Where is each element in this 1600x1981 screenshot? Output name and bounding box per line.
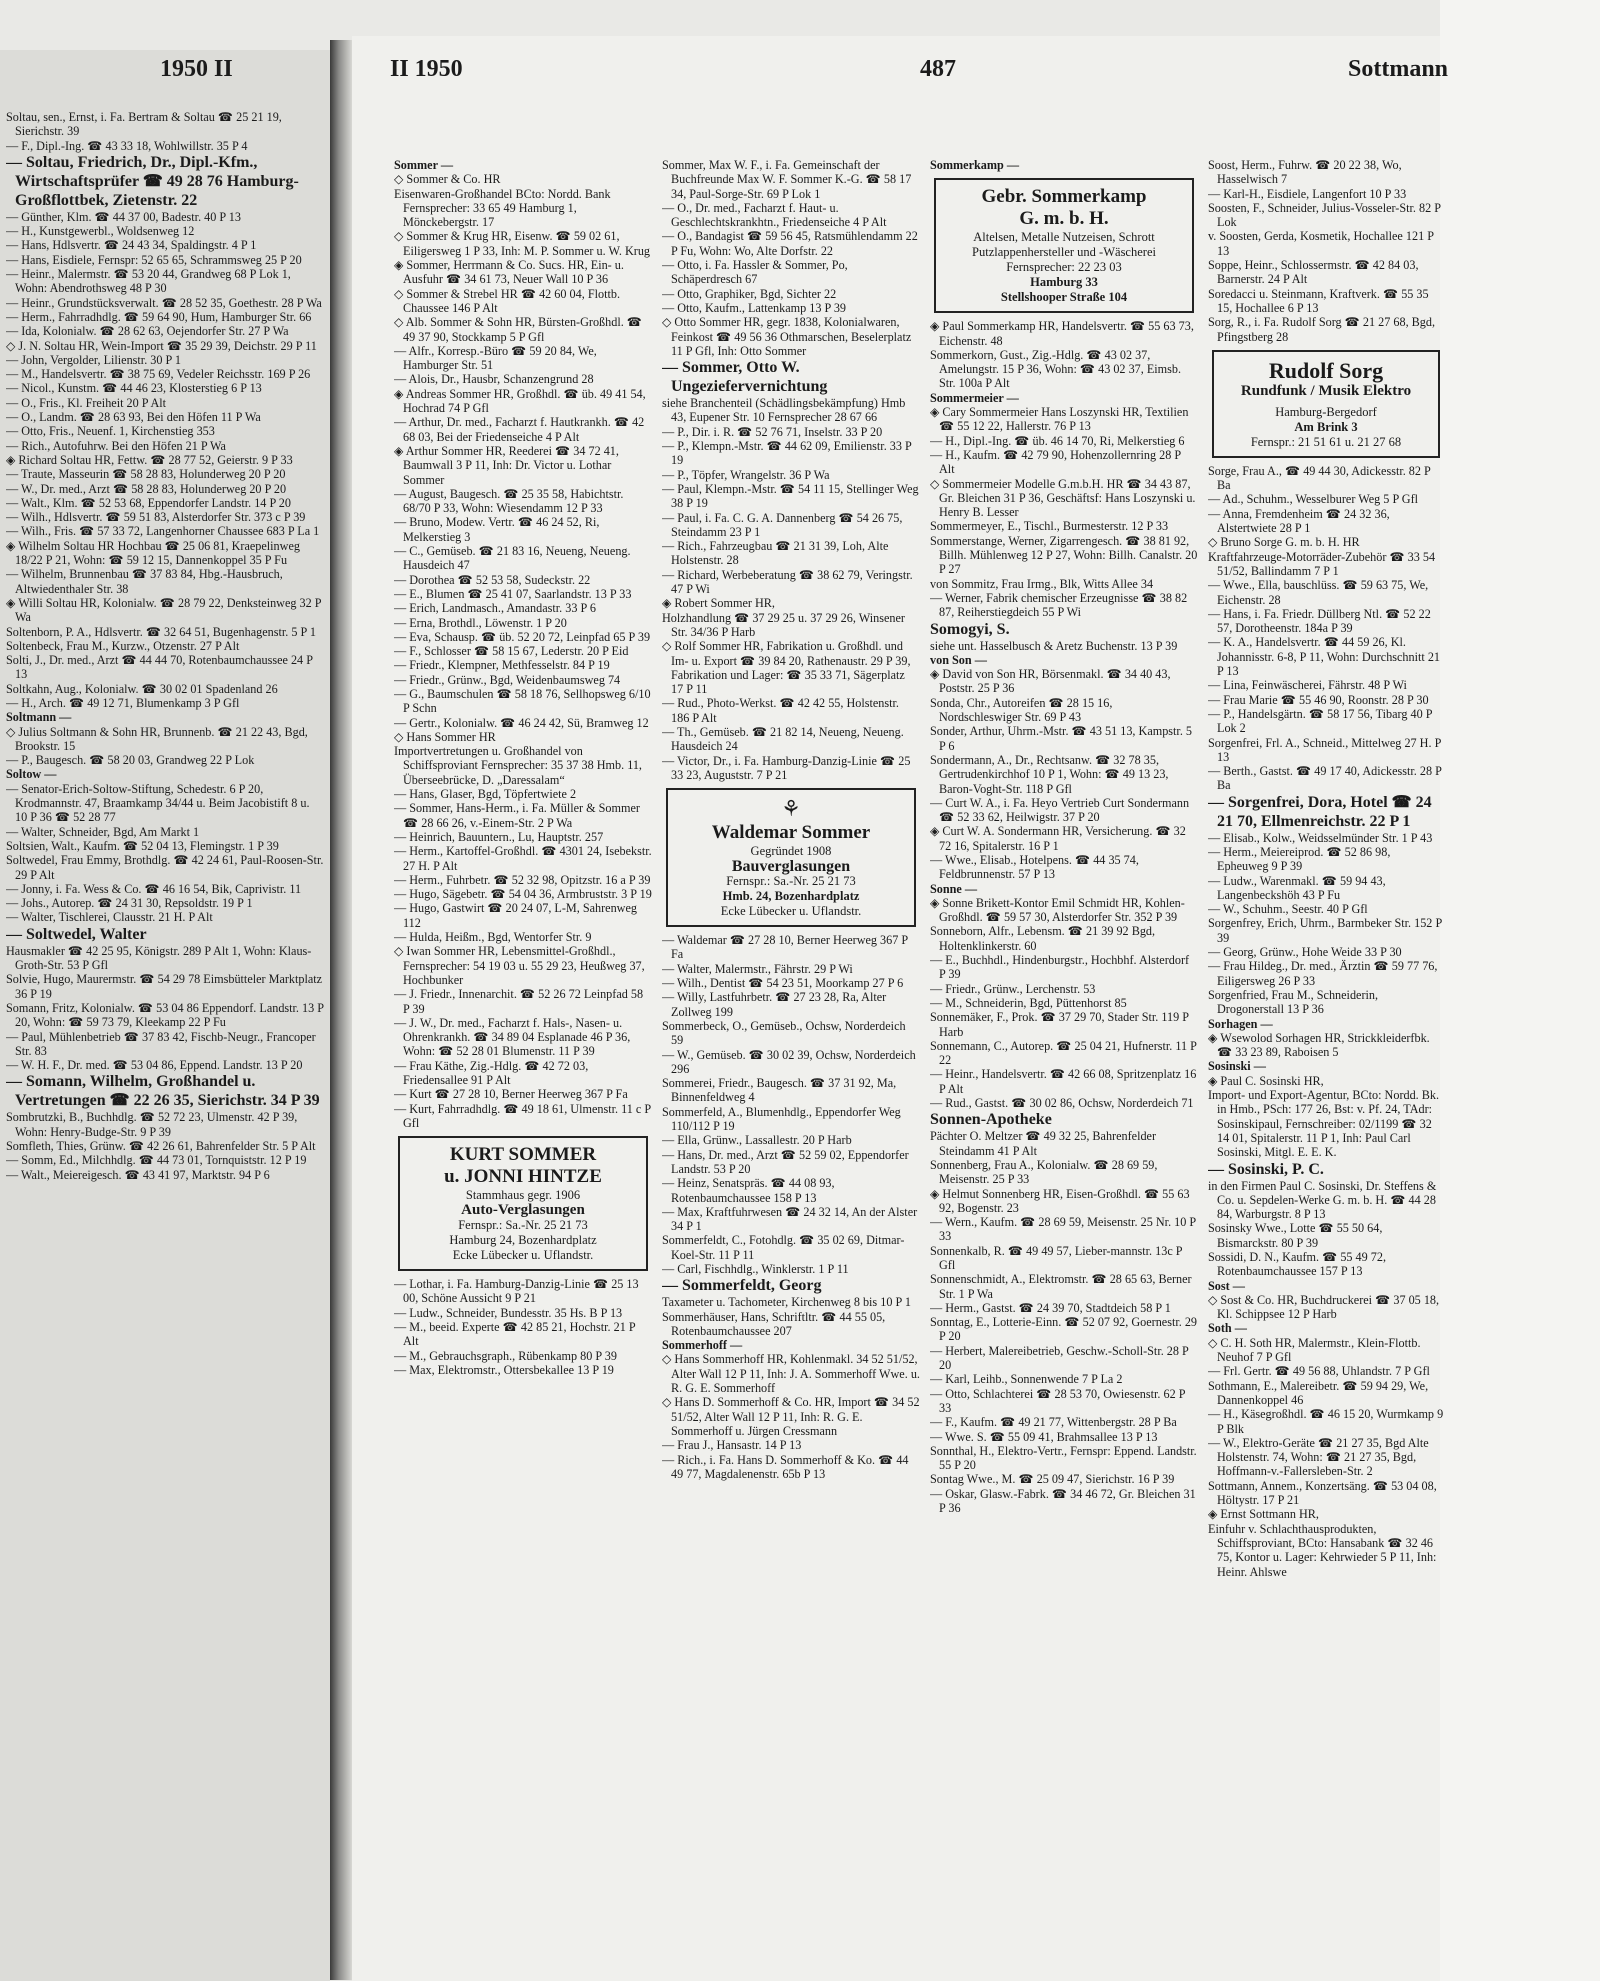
directory-entry: — F., Kaufm. ☎ 49 21 77, Wittenbergstr. 28 P Ba [930, 1415, 1177, 1430]
directory-entry: — Nicol., Kunstm. ☎ 44 46 23, Klosterstieg 6 P 13 [6, 381, 262, 396]
directory-entry: — Willy, Lastfuhrbetr. ☎ 27 23 28, Ra, Alter Zollweg 199 [662, 990, 887, 1019]
directory-entry: — Somm, Ed., Milchhdlg. ☎ 44 73 01, Tornquiststr. 12 P 19 [6, 1153, 307, 1168]
directory-entry: — Anna, Fremdenheim ☎ 24 32 36, Alstertwiete 28 P 1 [1208, 506, 1390, 536]
directory-entry: Soltsien, Walt., Kaufm. ☎ 52 04 13, Flemingstr. 1 P 39 [6, 838, 279, 853]
directory-entry: — Elisab., Kolw., Weidsselmünder Str. 1 P 43 [1208, 830, 1433, 845]
directory-entry: — O., Dr. med., Facharzt f. Haut- u. Geschlechtskrankhtn., Friedenseiche 4 P Alt [662, 200, 887, 230]
directory-entry: Sosinski — [1208, 1059, 1266, 1074]
directory-entry: Soltow — [6, 767, 57, 782]
directory-entry: Sonda, Chr., Autoreifen ☎ 28 15 16, Nordschleswiger Str. 69 P 43 [930, 695, 1113, 725]
directory-entry: — Friedr., Klempner, Methfesselstr. 84 P 19 [394, 658, 610, 673]
directory-entry: Soltau, sen., Ernst, i. Fa. Bertram & Soltau ☎ 25 21 19, Sierichstr. 39 [6, 110, 282, 139]
directory-entry: in den Firmen Paul C. Sosinski, Dr. Steffens & Co. u. Sepdelen-Werke G. m. b. H. ☎ 44 28 84, Warburgstr. 8 P 13 [1208, 1178, 1437, 1222]
directory-entry: — F., Dipl.-Ing. ☎ 43 33 18, Wohlwillstr. 35 P 4 [6, 138, 248, 153]
directory-entry: — Werner, Fabrik chemischer Erzeugnisse ☎ 38 82 87, Reiherstiegdeich 55 P Wi [930, 590, 1188, 620]
directory-entry: — Frau Käthe, Zig.-Hdlg. ☎ 42 72 03, Friedensallee 91 P Alt [394, 1058, 589, 1087]
directory-entry: — Richard, Werbeberatung ☎ 38 62 79, Veringstr. 47 P Wi [662, 567, 913, 597]
ad-rudolf-sorg [1212, 350, 1440, 458]
directory-entry: — Herm., Fahrradhdlg. ☎ 59 64 90, Hum, Hamburger Str. 66 [6, 309, 312, 324]
directory-entry: ◈ Paul C. Sosinski HR, [1208, 1073, 1324, 1088]
directory-entry: Sonnenkalb, R. ☎ 49 49 57, Lieber-mannstr. 13c P Gfl [930, 1243, 1183, 1272]
directory-entry: — Kurt, Fahrradhdlg. ☎ 49 18 61, Ulmenstr. 11 c P Gfl [394, 1101, 651, 1130]
directory-entry: ◇ Julius Soltmann & Sohn HR, Brunnenb. ☎ 21 22 43, Bgd, Brookstr. 15 [6, 724, 308, 753]
directory-entry: — Senator-Erich-Soltow-Stiftung, Schedestr. 6 P 20, Krodmannstr. 47, Braamkamp 34/44 u. Beim Jacobistift 8 u. 10 P 36 ☎ 52 28 77 [6, 781, 310, 825]
directory-entry: — M., Gebrauchsgraph., Rübenkamp 80 P 39 [394, 1348, 617, 1363]
directory-entry: — H., Dipl.-Ing. ☎ üb. 46 14 70, Ri, Melkerstieg 6 [930, 433, 1185, 448]
directory-entry: Solvie, Hugo, Maurermstr. ☎ 54 29 78 Eimsbütteler Marktplatz 36 P 19 [6, 972, 323, 1001]
glazier-logo-icon: ⚘ [781, 796, 801, 822]
directory-column-2 [662, 158, 920, 1970]
directory-entry: — Alfr., Korresp.-Büro ☎ 59 20 84, We, Hamburger Str. 51 [394, 343, 597, 373]
directory-entry: Import- und Export-Agentur, BCto: Nordd. Bk. in Hmb., PSch: 177 26, Bst: v. Pf. 24, TAdr: Sosinskipaul, Fernschreiber: 02/1199 ☎ 32 14 01, Spitalerstr. 11 P 1, Inh: Paul Carl Sosinski, Mitgl. E. E. K. [1208, 1088, 1440, 1160]
directory-entry: — Rich., Fahrzeugbau ☎ 21 31 39, Loh, Alte Holstenstr. 28 [662, 539, 889, 568]
directory-entry: — Hans, i. Fa. Friedr. Düllberg Ntl. ☎ 52 22 57, Dorotheenstr. 184a P 39 [1208, 606, 1431, 636]
directory-entry: — August, Baugesch. ☎ 25 35 58, Habichtstr. 68/70 P 33, Wohn: Wiesendamm 12 P 33 [394, 486, 624, 516]
directory-entry: Sommerhäuser, Hans, Schriftltr. ☎ 44 55 05, Rotenbaumchaussee 207 [662, 1309, 886, 1338]
directory-entry: — Wern., Kaufm. ☎ 28 69 59, Meisenstr. 25 Nr. 10 P 33 [930, 1215, 1196, 1244]
directory-entry: — P., Klempn.-Mstr. ☎ 44 62 09, Emilienstr. 33 P 19 [662, 439, 912, 468]
directory-entry: — O., Bandagist ☎ 59 56 45, Ratsmühlendamm 22 P Fu, Wohn: Wo, Alte Dorfstr. 22 [662, 229, 918, 258]
directory-entry: — Bruno, Modew. Vertr. ☎ 46 24 52, Ri, Melkerstieg 3 [394, 515, 600, 544]
directory-entry: — Max, Elektromstr., Ottersbekallee 13 P 19 [394, 1362, 614, 1377]
directory-entry: Pächter O. Meltzer ☎ 49 32 25, Bahrenfelder Steindamm 41 P Alt [930, 1129, 1157, 1158]
directory-entry: ◇ Hans Sommerhoff HR, Kohlenmakl. 34 52 51/52, Alter Wall 12 P 11, Inh: J. A. Sommerhoff Wwe. u. R. G. E. Sommerhoff [662, 1352, 920, 1396]
directory-entry: — Lina, Feinwäscherei, Fährstr. 48 P Wi [1208, 678, 1407, 693]
directory-entry: — Th., Gemüseb. ☎ 21 82 14, Neueng, Neueng. Hausdeich 24 [662, 724, 904, 754]
directory-entry: — Heinr., Grundstücksverwalt. ☎ 28 52 35, Goethestr. 28 P Wa [6, 295, 322, 310]
directory-entry: — Heinr., Malermstr. ☎ 53 20 44, Grandweg 68 P Lok 1, Wohn: Abendrothsweg 48 P 30 [6, 267, 291, 296]
directory-entry: ◈ Sonne Brikett-Kontor Emil Schmidt HR, Kohlen-Großhdl. ☎ 59 57 30, Alsterdorfer Str. 352 P 39 [930, 895, 1185, 925]
directory-entry: — Wilhelm, Brunnenbau ☎ 37 83 84, Hbg.-Hausbruch, Altwiedenthaler Str. 38 [6, 567, 283, 596]
directory-entry: ◇ Sommer & Co. HR [394, 172, 501, 187]
directory-entry: — Alois, Dr., Hausbr, Schanzengrund 28 [394, 372, 594, 387]
ad-line: Fernspr.: 21 51 61 u. 21 27 68 [1250, 434, 1402, 449]
directory-entry: ◇ Rolf Sommer HR, Fabrikation u. Großhdl. und Im- u. Export ☎ 39 84 20, Rathenaustr. 29 P 39, Fabrikation und Lager: ☎ 35 33 71, Sägerplatz 17 P 11 [662, 639, 911, 697]
directory-entry: Soltwedel, Frau Emmy, Brothdlg. ☎ 42 24 61, Paul-Roosen-Str. 29 P Alt [6, 853, 324, 882]
directory-entry: Sommermeyer, E., Tischl., Burmesterstr. 12 P 33 [930, 519, 1169, 534]
directory-entry: — H., Kaufm. ☎ 42 79 90, Hohenzollernring 28 P Alt [930, 447, 1181, 477]
directory-entry: — Otto, i. Fa. Hassler & Sommer, Po, Schäperdresch 67 [662, 258, 848, 287]
directory-entry: — Otto, Kaufm., Lattenkamp 13 P 39 [662, 300, 847, 315]
directory-entry: ◈ Cary Sommermeier Hans Loszynski HR, Textilien ☎ 55 12 22, Hallerstr. 76 P 13 [930, 405, 1189, 434]
directory-entry: ◈ David von Son HR, Börsenmakl. ☎ 34 40 43, Poststr. 25 P 36 [930, 667, 1171, 696]
directory-entry: siehe Branchenteil (Schädlingsbekämpfung) Hmb 43, Eupener Str. 10 Fernsprecher 28 67 66 [662, 396, 906, 425]
directory-entry: Sommerfeldt, C., Fotohdlg. ☎ 35 02 69, Ditmar-Koel-Str. 11 P 11 [662, 1233, 905, 1262]
directory-entry: — O., Landm. ☎ 28 63 93, Bei den Höfen 11 P Wa [6, 410, 261, 425]
directory-entry: ◇ Alb. Sommer & Sohn HR, Bürsten-Großhdl. ☎ 49 37 90, Stockkamp 5 P Gfl [394, 315, 642, 344]
directory-entry: — Wwe., Ella, bauschlüss. ☎ 59 63 75, We, Eichenstr. 28 [1208, 578, 1429, 607]
directory-entry: Sost — [1208, 1278, 1245, 1293]
directory-entry: Sonnthal, H., Elektro-Vertr., Fernspr: Eppend. Landstr. 55 P 20 [930, 1443, 1197, 1473]
ad-line: Hamburg 33 [1030, 275, 1098, 290]
directory-entry: — Wwe., Elisab., Hotelpens. ☎ 44 35 74, Feldbrunnenstr. 57 P 13 [930, 852, 1139, 882]
directory-entry: Soosten, F., Schneider, Julius-Vosseler-Str. 82 P Lok [1208, 200, 1441, 230]
directory-entry: — P., Töpfer, Wrangelstr. 36 P Wa [662, 467, 830, 482]
directory-entry: — Rich., i. Fa. Hans D. Sommerhoff & Ko. ☎ 44 49 77, Magdalenenstr. 65b P 13 [662, 1452, 909, 1481]
directory-entry: — Wwe. S. ☎ 55 09 41, Brahmsallee 13 P 13 [930, 1429, 1158, 1444]
directory-entry: — Rud., Gastst. ☎ 30 02 86, Ochsw, Norderdeich 71 [930, 1096, 1194, 1111]
directory-entry: ◈ Richard Soltau HR, Fettw. ☎ 28 77 52, Geierstr. 9 P 33 [6, 452, 293, 467]
directory-entry: ◈ Arthur Sommer HR, Reederei ☎ 34 72 41, Baumwall 3 P 11, Inh: Dr. Victor u. Lothar Sommer [394, 443, 619, 487]
directory-entry: Eisenwaren-Großhandel BCto: Nordd. Bank Fernsprecher: 33 65 49 Hamburg 1, Mönckebergstr. 17 [394, 186, 611, 230]
directory-entry: — F., Schlosser ☎ 58 15 67, Lederstr. 20 P Eid [394, 644, 629, 659]
ad-gebr-sommerkamp [934, 178, 1194, 313]
ad-title: Waldemar Sommer [711, 822, 871, 844]
directory-entry: Importvertretungen u. Großhandel von Schiffsproviant Fernsprecher: 35 37 38 Hmb. 11, Überseebrücke, D. „Daressalam“ [394, 744, 642, 787]
directory-entry: Sorhagen — [1208, 1016, 1273, 1031]
directory-entry: — J. Friedr., Innenarchit. ☎ 52 26 72 Leinpfad 58 P 39 [394, 987, 644, 1016]
directory-entry: — Herm., Kartoffel-Großhdl. ☎ 4301 24, Isebekstr. 27 H. P Alt [394, 844, 652, 873]
directory-entry: ◈ Wilhelm Soltau HR Hochbau ☎ 25 06 81, Kraepelinweg 18/22 P 21, Wohn: ☎ 59 12 15, Dannenkoppel 35 P Fu [6, 538, 300, 568]
directory-entry: ◇ Sommermeier Modelle G.m.b.H. HR ☎ 34 43 87, Gr. Bleichen 31 P 36, Geschäftsf: Hans Loszynski u. Henry B. Lesser [930, 476, 1196, 520]
directory-entry: — E., Blumen ☎ 25 41 07, Saarlandstr. 13 P 33 [394, 586, 632, 601]
directory-entry: — Paul, i. Fa. C. G. A. Dannenberg ☎ 54 26 75, Steindamm 23 P 1 [662, 510, 903, 539]
directory-entry: Sommerstange, Werner, Zigarrengesch. ☎ 38 81 92, Billh. Mühlenweg 12 P 27, Wohn: Billh. Canalstr. 20 P 27 [930, 533, 1198, 577]
directory-entry: — Heinrich, Bauuntern., Lu, Hauptstr. 257 [394, 829, 604, 844]
directory-entry: — P., Handelsgärtn. ☎ 58 17 56, Tibarg 40 P Lok 2 [1208, 706, 1433, 736]
directory-entry: von Sommitz, Frau Irmg., Blk, Witts Allee 34 [930, 576, 1154, 591]
ad-line: Fernspr.: Sa.-Nr. 25 21 73 [458, 1218, 588, 1233]
directory-entry: — K. A., Handelsvertr. ☎ 44 59 26, Kl. Johannisstr. 6-8, P 11, Wohn: Durchschnitt 21 P 13 [1208, 635, 1441, 679]
directory-entry: — Georg, Grünw., Hohe Weide 33 P 30 [1208, 945, 1402, 960]
directory-entry: Sottmann, Annem., Konzertsäng. ☎ 53 04 08, Höltystr. 17 P 21 [1208, 1478, 1437, 1508]
directory-entry: — Friedr., Grünw., Lerchenstr. 53 [930, 981, 1096, 996]
directory-entry: — Frl. Gertr. ☎ 49 56 88, Uhlandstr. 7 P Gfl [1208, 1364, 1430, 1379]
directory-entry: — Eva, Schausp. ☎ üb. 52 20 72, Leinpfad 65 P 39 [394, 629, 651, 644]
directory-entry: — Arthur, Dr. med., Facharzt f. Hautkrankh. ☎ 42 68 03, Bei der Friedenseiche 4 P Alt [394, 415, 645, 444]
directory-entry: — Otto, Fris., Neuenf. 1, Kirchenstieg 353 [6, 424, 215, 439]
ad-line: Am Brink 3 [1294, 419, 1358, 434]
directory-entry: ◇ Hans Sommer HR [394, 729, 496, 744]
directory-entry: — O., Fris., Kl. Freiheit 20 P Alt [6, 395, 167, 410]
directory-entry: ◈ Ernst Sottmann HR, [1208, 1507, 1319, 1522]
directory-entry: — H., Kunstgewerbl., Woldsenweg 12 [6, 224, 195, 239]
directory-entry: — Herbert, Malereibetrieb, Geschw.-Scholl-Str. 28 P 20 [930, 1343, 1189, 1373]
directory-entry: — Sommer, Hans-Herm., i. Fa. Müller & Sommer ☎ 28 66 26, v.-Einem-Str. 2 P Wa [394, 801, 640, 830]
directory-entry: — Herm., Fuhrbetr. ☎ 52 32 98, Opitzstr. 16 a P 39 [394, 872, 651, 887]
directory-entry: — Hugo, Gastwirt ☎ 20 24 07, L-M, Sahrenweg 112 [394, 901, 637, 930]
directory-entry: ◇ Hans D. Sommerhoff & Co. HR, Import ☎ 34 52 51/52, Alter Wall 12 P 11, Inh: R. G. E. Sommerhoff u. Jürgen Cressmann [662, 1395, 920, 1438]
directory-entry: Soltenborn, P. A., Hdlsvertr. ☎ 32 64 51, Bugenhagenstr. 5 P 1 [6, 624, 316, 639]
directory-entry: — Sosinski, P. C. [1208, 1160, 1324, 1178]
ad-subtitle: G. m. b. H. [1019, 208, 1109, 230]
directory-entry: Sommerkamp — [930, 158, 1020, 172]
directory-entry: Sondermann, A., Dr., Rechtsanw. ☎ 32 78 35, Gertrudenkirchhof 10 P 1, Wohn: ☎ 49 13 23, Baron-Voght-Str. 118 P Gfl [930, 752, 1169, 796]
ad-line: Bauverglasungen [731, 858, 851, 876]
directory-entry: Sonder, Arthur, Uhrm.-Mstr. ☎ 43 51 13, Kampstr. 5 P 6 [930, 724, 1193, 753]
directory-entry: Sorgenfrei, Frl. A., Schneid., Mittelweg 27 H. P 13 [1208, 735, 1441, 764]
directory-entry: v. Soosten, Gerda, Kosmetik, Hochallee 121 P 13 [1208, 229, 1434, 258]
directory-entry: ◈ Robert Sommer HR, [662, 596, 775, 611]
directory-entry: — Ludw., Warenmakl. ☎ 59 94 43, Langenbeckshöh 43 P Fu [1208, 873, 1386, 902]
ad-line: Gegründet 1908 [750, 844, 832, 859]
directory-entry: Soppe, Heinr., Schlossermstr. ☎ 42 84 03, Barnerstr. 24 P Alt [1208, 258, 1419, 287]
directory-entry: Soltmann — [6, 710, 72, 725]
directory-entry: — Walt., Klm. ☎ 52 53 68, Eppendorfer Landstr. 14 P 20 [6, 495, 291, 510]
directory-entry: ◇ Otto Sommer HR, gegr. 1838, Kolonialwaren, Feinkost ☎ 49 56 36 Othmarschen, Beselerplatz 11 P Gfl, Inh: Otto Sommer [662, 315, 912, 358]
directory-entry: — Karl-H., Eisdiele, Langenfort 10 P 33 [1208, 186, 1407, 201]
directory-entry: — Herm., Gastst. ☎ 24 39 70, Stadtdeich 58 P 1 [930, 1300, 1171, 1315]
directory-entry: ◈ Paul Sommerkamp HR, Handelsvertr. ☎ 55 63 73, Eichenstr. 48 [930, 319, 1194, 348]
directory-entry: Sosinsky Wwe., Lotte ☎ 55 50 64, Bismarckstr. 80 P 39 [1208, 1221, 1383, 1250]
directory-entry: — Günther, Klm. ☎ 44 37 00, Badestr. 40 P 13 [6, 209, 241, 224]
ad-line: Ecke Lübecker u. Uflandstr. [452, 1248, 594, 1263]
directory-entry: Soltenbeck, Frau M., Kurzw., Otzenstr. 27 P Alt [6, 638, 240, 653]
directory-entry: Somfleth, Thies, Grünw. ☎ 42 26 61, Bahrenfelder Str. 5 P Alt [6, 1139, 316, 1153]
directory-entry: — Traute, Masseurin ☎ 58 28 83, Holunderweg 20 P 20 [6, 467, 286, 482]
directory-entry: Sonnenberg, Frau A., Kolonialw. ☎ 28 69 59, Meisenstr. 25 P 33 [930, 1157, 1158, 1187]
directory-entry: — Victor, Dr., i. Fa. Hamburg-Danzig-Linie ☎ 25 33 23, Auguststr. 7 P 21 [662, 753, 911, 782]
directory-entry: ◈ Willi Soltau HR, Kolonialw. ☎ 28 79 22, Denksteinweg 32 P Wa [6, 595, 322, 625]
directory-entry: — Wilh., Hdlsvertr. ☎ 59 51 83, Alsterdorfer Str. 373 c P 39 [6, 510, 306, 525]
running-header-name: Sottmann [1348, 56, 1449, 82]
directory-entry: — Waldemar ☎ 27 28 10, Berner Heerweg 367 P Fa [662, 933, 908, 962]
directory-column-3 [930, 158, 1198, 1970]
directory-entry: — Carl, Fischhdlg., Winklerstr. 1 P 11 [662, 1262, 849, 1276]
ad-title: Gebr. Sommerkamp [981, 186, 1147, 208]
directory-entry: — Friedr., Grünw., Bgd, Weidenbaumsweg 74 [394, 672, 621, 687]
directory-entry: — Jonny, i. Fa. Wess & Co. ☎ 46 16 54, Bik, Caprivistr. 11 [6, 881, 302, 896]
directory-entry: Sonntag, E., Lotterie-Einn. ☎ 52 07 92, Goernestr. 29 P 20 [930, 1315, 1198, 1344]
directory-entry: ◇ Sost & Co. HR, Buchdruckerei ☎ 37 05 18, Kl. Schippsee 12 P Harb [1208, 1292, 1440, 1322]
directory-entry: — Otto, Graphiker, Bgd, Sichter 22 [662, 286, 837, 301]
directory-entry: Sonnemann, C., Autorep. ☎ 25 04 21, Hufnerstr. 11 P 22 [930, 1038, 1197, 1068]
directory-entry: — Somann, Wilhelm, Großhandel u. Vertretungen ☎ 22 26 35, Sierichstr. 34 P 39 [6, 1073, 320, 1110]
directory-entry: Sommermeier — [930, 390, 1019, 405]
directory-entry: — Frau Hildeg., Dr. med., Ärztin ☎ 59 77 76, Eiligersweg 26 P 33 [1208, 959, 1438, 988]
right-page-header-year: II 1950 [390, 56, 463, 82]
directory-entry: Soltkahn, Aug., Kolonialw. ☎ 30 02 01 Spadenland 26 [6, 681, 278, 696]
directory-entry: Soredacci u. Steinmann, Kraftverk. ☎ 55 35 15, Hochallee 6 P 13 [1208, 286, 1429, 315]
directory-entry: — Berth., Gastst. ☎ 49 17 40, Adickesstr. 28 P Ba [1208, 764, 1442, 793]
directory-entry: Sommer, Max W. F., i. Fa. Gemeinschaft der Buchfreunde Max W. F. Sommer K.-G. ☎ 58 17 34, Paul-Sorge-Str. 69 P Lok 1 [662, 158, 912, 201]
directory-entry: Hausmakler ☎ 42 25 95, Königstr. 289 P Alt 1, Wohn: Klaus-Groth-Str. 53 P Gfl [6, 943, 312, 973]
ad-title: Rudolf Sorg [1268, 357, 1384, 383]
directory-entry: Sommerkorn, Gust., Zig.-Hdlg. ☎ 43 02 37, Amelungstr. 15 P 36, Wohn: ☎ 43 02 37, Eimsb. Str. 100a P Alt [930, 347, 1182, 391]
directory-entry: Holzhandlung ☎ 37 29 25 u. 37 29 26, Winsener Str. 34/36 P Harb [662, 610, 905, 639]
page-margin [1440, 0, 1600, 1981]
directory-entry: — Ludw., Schneider, Bundesstr. 35 Hs. B P 13 [394, 1305, 623, 1320]
directory-entry: — W., Schuhm., Seestr. 40 P Gfl [1208, 902, 1368, 917]
directory-entry: — Kurt ☎ 27 28 10, Berner Heerweg 367 P Fa [394, 1087, 628, 1102]
directory-entry: Kraftfahrzeuge-Motorräder-Zubehör ☎ 33 54 51/52, Ballindamm 7 P 1 [1208, 549, 1436, 578]
directory-entry: ◈ Sommer, Herrmann & Co. Sucs. HR, Ein- u. Ausfuhr ☎ 34 61 73, Neuer Wall 10 P 36 [394, 258, 624, 287]
directory-entry: — C., Gemüseb. ☎ 21 83 16, Neueng, Neueng. Hausdeich 47 [394, 544, 631, 573]
directory-entry: siehe unt. Hasselbusch & Aretz Buchenstr. 13 P 39 [930, 638, 1178, 653]
directory-entry: — Sommer, Otto W. Ungeziefervernichtung [662, 359, 828, 396]
directory-entry: — Soltau, Friedrich, Dr., Dipl.-Kfm., Wirtschaftsprüfer ☎ 49 28 76 Hamburg-Großflottbek, Zietenstr. 22 [6, 153, 299, 209]
directory-entry: — Walter, Tischlerei, Clausstr. 21 H. P Alt [6, 910, 213, 925]
ad-subtitle: u. JONNI HINTZE [444, 1166, 602, 1188]
ad-line: Stellshooper Straße 104 [1000, 290, 1128, 305]
directory-entry: Sommerfeld, A., Blumenhdlg., Eppendorfer Weg 110/112 P 19 [662, 1104, 901, 1134]
directory-entry: Sorgenfrey, Erich, Uhrm., Barmbeker Str. 152 P 39 [1208, 916, 1442, 945]
directory-entry: Soth — [1208, 1321, 1247, 1336]
directory-entry: Somogyi, S. [930, 620, 1010, 638]
directory-entry: Somann, Fritz, Kolonialw. ☎ 53 04 86 Eppendorf. Landstr. 13 P 20, Wohn: ☎ 59 73 79, Kleekamp 22 P Fu [6, 1000, 324, 1030]
directory-entry: — Dorothea ☎ 52 53 58, Sudeckstr. 22 [394, 572, 591, 587]
directory-entry: — Curt W. A., i. Fa. Heyo Vertrieb Curt Sondermann ☎ 52 33 62, Heilwigstr. 37 P 20 [930, 795, 1190, 825]
directory-entry: ◈ Wsewolod Sorhagen HR, Strickkleiderfbk. ☎ 33 23 89, Raboisen 5 [1208, 1030, 1430, 1060]
directory-entry: — Wilh., Fris. ☎ 57 33 72, Langenhorner Chaussee 683 P La 1 [6, 524, 320, 539]
directory-entry: — Lothar, i. Fa. Hamburg-Danzig-Linie ☎ 25 13 00, Schöne Aussicht 9 P 21 [394, 1277, 639, 1306]
directory-entry: — Rich., Autofuhrw. Bei den Höfen 21 P Wa [6, 438, 226, 453]
directory-entry: Sothmann, E., Malereibetr. ☎ 59 94 29, We, Dannenkoppel 46 [1208, 1378, 1429, 1407]
directory-entry: ◈ Curt W. A. Sondermann HR, Versicherung. ☎ 32 72 16, Spitalerstr. 16 P 1 [930, 824, 1186, 853]
directory-column-0 [6, 110, 324, 1970]
directory-entry: — Frau J., Hansastr. 14 P 13 [662, 1438, 802, 1453]
directory-entry: — J. W., Dr. med., Facharzt f. Hals-, Nasen- u. Ohrenkrankh. ☎ 34 89 04 Esplanade 46 P 36, Wohn: ☎ 52 28 01 Blumenstr. 11 P 39 [394, 1015, 631, 1059]
directory-entry: Sorgenfried, Frau M., Schneiderin, Drogonerstall 13 P 36 [1208, 987, 1379, 1017]
directory-entry: — M., beeid. Experte ☎ 42 85 21, Hochstr. 21 P Alt [394, 1320, 636, 1349]
directory-entry: ◇ J. N. Soltau HR, Wein-Import ☎ 35 29 39, Deichstr. 29 P 11 [6, 338, 317, 353]
directory-entry: — Soltwedel, Walter [6, 925, 147, 943]
ad-line: Hamburg 24, Bozenhardplatz [449, 1233, 597, 1248]
directory-entry: Sommerbeck, O., Gemüseb., Ochsw, Norderdeich 59 [662, 1018, 906, 1048]
directory-entry: — Walter, Malermstr., Fährstr. 29 P Wi [662, 961, 853, 976]
ad-line: Fernsprecher: 22 23 03 [1006, 260, 1122, 275]
ad-line: Altelsen, Metalle Nutzeisen, Schrott Putzlappenhersteller und -Wäscherei [972, 230, 1156, 260]
directory-entry: Solti, J., Dr. med., Arzt ☎ 44 44 70, Rotenbaumchaussee 24 P 13 [6, 653, 313, 682]
page-number: 487 [920, 56, 956, 82]
ad-line: Auto-Verglasungen [461, 1202, 585, 1219]
directory-entry: ◈ Helmut Sonnenberg HR, Eisen-Großhdl. ☎ 55 63 92, Bogenstr. 23 [930, 1186, 1190, 1215]
directory-entry: Sonnemäker, F., Prok. ☎ 37 29 70, Stader Str. 119 P Harb [930, 1010, 1189, 1039]
directory-entry: — Ida, Kolonialw. ☎ 28 62 63, Oejendorfer Str. 27 P Wa [6, 324, 289, 339]
directory-entry: — John, Vergolder, Lilienstr. 30 P 1 [6, 352, 181, 367]
directory-entry: — G., Baumschulen ☎ 58 18 76, Sellhopsweg 6/10 P Schn [394, 686, 651, 716]
ad-line: Hamburg-Bergedorf [1275, 404, 1377, 419]
directory-entry: ◇ Sommer & Strebel HR ☎ 42 60 04, Flottb. Chaussee 146 P Alt [394, 286, 620, 315]
directory-entry: — W., Gemüseb. ☎ 30 02 39, Ochsw, Norderdeich 296 [662, 1047, 916, 1076]
ad-title: KURT SOMMER [449, 1144, 597, 1166]
directory-entry: — Heinr., Handelsvertr. ☎ 42 66 08, Spritzenplatz 16 P Alt [930, 1067, 1197, 1096]
directory-entry: — Erna, Brothdl., Löwenstr. 1 P 20 [394, 615, 567, 630]
directory-entry: — Wilh., Dentist ☎ 54 23 51, Moorkamp 27 P 6 [662, 976, 904, 991]
directory-entry: Sommer — [394, 158, 454, 172]
directory-entry: — Gertr., Kolonialw. ☎ 46 24 42, Sü, Bramweg 12 [394, 715, 649, 730]
directory-entry: — Walt., Meiereigesch. ☎ 43 41 97, Marktstr. 94 P 6 [6, 1167, 270, 1182]
directory-entry: — Oskar, Glasw.-Fabrk. ☎ 34 46 72, Gr. Bleichen 31 P 36 [930, 1486, 1196, 1516]
directory-entry: Sonnenschmidt, A., Elektromstr. ☎ 28 65 63, Berner Str. 1 P Wa [930, 1272, 1192, 1301]
directory-entry: — W., Dr. med., Arzt ☎ 58 28 83, Holunderweg 20 P 20 [6, 481, 287, 496]
directory-column-4 [1208, 158, 1444, 1970]
directory-entry: — Hulda, Heißm., Bgd, Wentorfer Str. 9 [394, 930, 592, 945]
directory-entry: Sonnen-Apotheke [930, 1111, 1052, 1129]
ad-line: Hmb. 24, Bozenhardplatz [722, 889, 860, 904]
directory-entry: — Rud., Photo-Werkst. ☎ 42 42 55, Holstenstr. 186 P Alt [662, 696, 899, 725]
directory-column-1 [394, 158, 652, 1970]
directory-entry: — M., Schneiderin, Bgd, Püttenhorst 85 [930, 995, 1127, 1010]
directory-entry: ◇ C. H. Soth HR, Malermstr., Klein-Flottb. Neuhof 7 P Gfl [1208, 1335, 1421, 1365]
ad-subtitle: Rundfunk / Musik Elektro [1240, 382, 1412, 399]
directory-entry: — Hans, Glaser, Bgd, Töpfertwiete 2 [394, 787, 577, 802]
directory-entry: ◈ Andreas Sommer HR, Großhdl. ☎ üb. 49 41 54, Hochrad 74 P Gfl [394, 386, 646, 416]
directory-entry: — W. H. F., Dr. med. ☎ 53 04 86, Eppend. Landstr. 13 P 20 [6, 1058, 303, 1073]
directory-entry: — Paul, Klempn.-Mstr. ☎ 54 11 15, Stellinger Weg 38 P 19 [662, 481, 919, 511]
directory-entry: Sommerhoff — [662, 1338, 743, 1353]
directory-entry: — H., Arch. ☎ 49 12 71, Blumenkamp 3 P Gfl [6, 695, 240, 710]
directory-entry: — Hugo, Sägebetr. ☎ 54 04 36, Armbruststr. 3 P 19 [394, 887, 652, 902]
directory-entry: — W., Elektro-Geräte ☎ 21 27 35, Bgd Alte Holstenstr. 74, Wohn: ☎ 21 27 35, Bgd, Hoffmann-v.-Fallersleben-Str. 2 [1208, 1435, 1429, 1479]
directory-entry: — P., Baugesch. ☎ 58 20 03, Grandweg 22 P Lok [6, 753, 255, 768]
ad-waldemar-sommer [666, 788, 916, 927]
directory-entry: — Johs., Autorep. ☎ 24 31 30, Repsoldstr. 19 P 1 [6, 896, 253, 911]
directory-entry: Sonne — [930, 881, 978, 896]
directory-entry: — H., Käsegroßhdl. ☎ 46 15 20, Wurmkamp 9 P Blk [1208, 1407, 1444, 1436]
directory-entry: Sorg, R., i. Fa. Rudolf Sorg ☎ 21 27 68, Bgd, Pfingstberg 28 [1208, 315, 1436, 344]
directory-entry: — Sorgenfrei, Dora, Hotel ☎ 24 21 70, Ellmenreichstr. 22 P 1 [1208, 793, 1432, 830]
directory-entry: — Max, Kraftfuhrwesen ☎ 24 32 14, An der Alster 34 P 1 [662, 1204, 918, 1234]
directory-entry: Soost, Herm., Fuhrw. ☎ 20 22 38, Wo, Hasselwisch 7 [1208, 158, 1402, 187]
directory-entry: — Erich, Landmasch., Amandastr. 33 P 6 [394, 601, 596, 616]
directory-entry: Einfuhr v. Schlachthausprodukten, Schiffsproviant, BCto: Hansabank ☎ 32 46 75, Kontor u. Lager: Kehrwieder 5 P 11, Inh: Heinr. Ahlswe [1208, 1521, 1437, 1579]
directory-entry: — Ad., Schuhm., Wesselburer Weg 5 P Gfl [1208, 492, 1419, 507]
directory-entry: — E., Buchhdl., Hindenburgstr., Hochbhf. Alsterdorf P 39 [930, 953, 1190, 982]
directory-entry: ◇ Bruno Sorge G. m. b. H. HR [1208, 535, 1360, 550]
directory-entry: Sontag Wwe., M. ☎ 25 09 47, Sierichstr. 16 P 39 [930, 1472, 1175, 1487]
directory-entry: ◇ Iwan Sommer HR, Lebensmittel-Großhdl., Fernsprecher: 54 19 03 u. 55 29 23, Heußweg 37, Hochbunker [394, 944, 645, 987]
directory-entry: von Son — [930, 652, 987, 667]
ad-kurt-sommer [398, 1136, 648, 1271]
directory-entry: Sorge, Frau A., ☎ 49 44 30, Adickesstr. 82 P Ba [1208, 463, 1431, 493]
directory-entry: — Otto, Schlachterei ☎ 28 53 70, Owiesenstr. 62 P 33 [930, 1386, 1186, 1415]
directory-entry: Sommerei, Friedr., Baugesch. ☎ 37 31 92, Ma, Binnenfeldweg 4 [662, 1076, 897, 1105]
left-page-header: 1950 II [160, 56, 233, 82]
directory-entry: Sombrutzki, B., Buchhdlg. ☎ 52 72 23, Ulmenstr. 42 P 39, Wohn: Henry-Budge-Str. 9 P 39 [6, 1110, 298, 1139]
directory-entry: — Karl, Leihb., Sonnenwende 7 P La 2 [930, 1372, 1123, 1387]
directory-entry: — Frau Marie ☎ 55 46 90, Roonstr. 28 P 30 [1208, 692, 1429, 707]
directory-entry: Sonneborn, Alfr., Lebensm. ☎ 21 39 92 Bgd, Holtenklinkerstr. 60 [930, 924, 1156, 953]
directory-entry: — Hans, Hdlsvertr. ☎ 24 43 34, Spaldingstr. 4 P 1 [6, 238, 257, 253]
directory-entry: — Herm., Meiereiprod. ☎ 52 86 98, Epheuweg 9 P 39 [1208, 844, 1391, 874]
directory-entry: Sossidi, D. N., Kaufm. ☎ 55 49 72, Rotenbaumchaussee 157 P 13 [1208, 1250, 1387, 1279]
ad-line: Stammhaus gegr. 1906 [465, 1188, 581, 1203]
directory-entry: — Hans, Dr. med., Arzt ☎ 52 59 02, Eppendorfer Landstr. 53 P 20 [662, 1147, 909, 1176]
directory-entry: Taxameter u. Tachometer, Kirchenweg 8 bis 10 P 1 [662, 1295, 911, 1310]
directory-entry: — P., Dir. i. R. ☎ 52 76 71, Inselstr. 33 P 20 [662, 424, 883, 439]
directory-entry: — Walter, Schneider, Bgd, Am Markt 1 [6, 824, 200, 839]
book-gutter [330, 40, 352, 1980]
ad-line: Fernspr.: Sa.-Nr. 25 21 73 [726, 874, 856, 889]
directory-entry: — Paul, Mühlenbetrieb ☎ 37 83 42, Fischb-Neugr., Francoper Str. 83 [6, 1029, 316, 1058]
directory-entry: — Ella, Grünw., Lassallestr. 20 P Harb [662, 1133, 852, 1148]
ad-line: Ecke Lübecker u. Uflandstr. [720, 904, 862, 919]
directory-entry: — M., Handelsvertr. ☎ 38 75 69, Vedeler Reichsstr. 169 P 26 [6, 367, 311, 382]
directory-entry: — Heinz, Senatspräs. ☎ 44 08 93, Rotenbaumchaussee 158 P 13 [662, 1176, 835, 1205]
directory-entry: ◇ Sommer & Krug HR, Eisenw. ☎ 59 02 61, Eiligersweg 1 P 33, Inh: M. P. Sommer u. W. Krug [394, 229, 651, 258]
directory-entry: — Hans, Eisdiele, Fernspr: 52 65 65, Schrammsweg 25 P 20 [6, 252, 302, 267]
directory-entry: — Sommerfeldt, Georg [662, 1277, 822, 1295]
